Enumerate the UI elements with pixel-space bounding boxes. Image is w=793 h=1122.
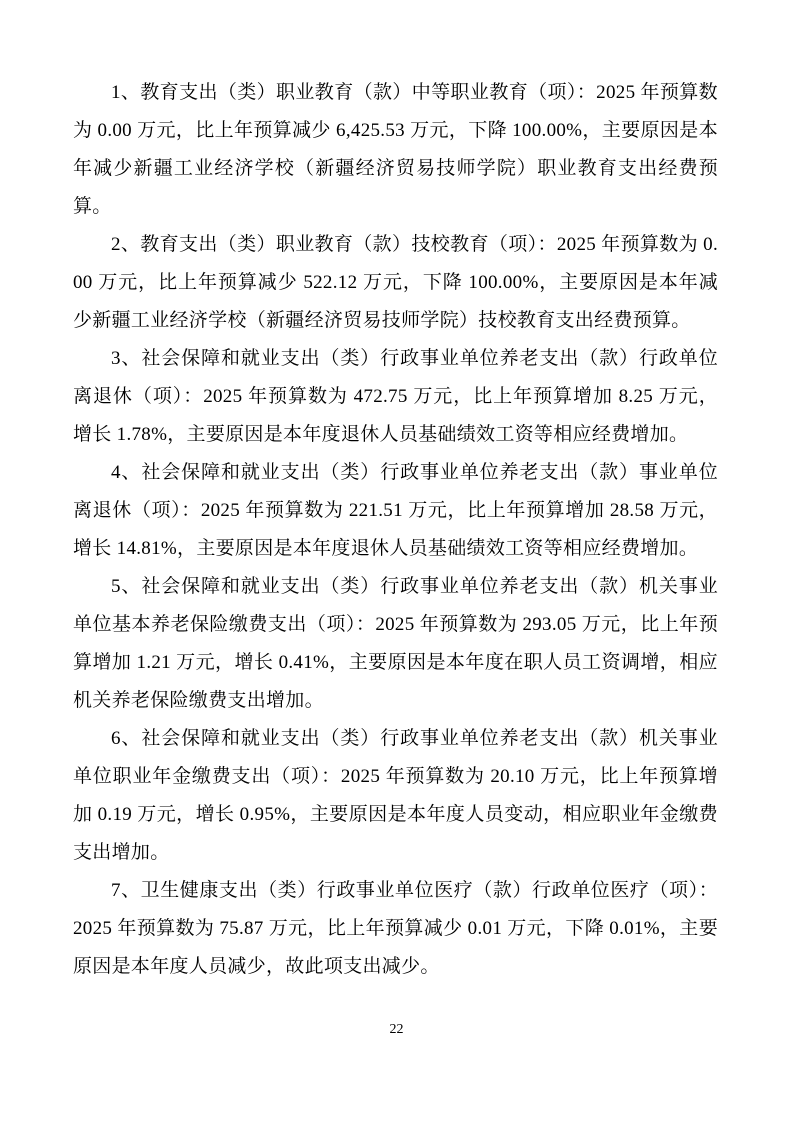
budget-paragraph-4: 4、社会保障和就业支出（类）行政事业单位养老支出（款）事业单位离退休（项）：2025 年预算数为 221.51 万元，比上年预算增加 28.58 万元，增长 14.81%，主要原因是本年度退休人员基础绩效工资等相应经费增加。 bbox=[73, 462, 718, 559]
budget-paragraph-6: 6、社会保障和就业支出（类）行政事业单位养老支出（款）机关事业单位职业年金缴费支出（项）：2025 年预算数为 20.10 万元，比上年预算增加 0.19 万元，增长 0.95%，主要原因是本年度人员变动，相应职业年金缴费支出增加。 bbox=[73, 728, 718, 863]
budget-paragraph-2: 2、教育支出（类）职业教育（款）技校教育（项）：2025 年预算数为 0.00 万元，比上年预算减少 522.12 万元，下降 100.00%，主要原因是本年减少新疆工业经济学校（新疆经济贸易技师学院）技校教育支出经费预算。 bbox=[73, 234, 718, 331]
page-number: 22 bbox=[389, 1022, 404, 1037]
budget-paragraph-3: 3、社会保障和就业支出（类）行政事业单位养老支出（款）行政单位离退休（项）：2025 年预算数为 472.75 万元，比上年预算增加 8.25 万元，增长 1.78%，主要原因是本年度退休人员基础绩效工资等相应经费增加。 bbox=[73, 348, 718, 445]
document-body bbox=[73, 74, 718, 986]
budget-paragraph-7: 7、卫生健康支出（类）行政事业单位医疗（款）行政单位医疗（项）：2025 年预算数为 75.87 万元，比上年预算减少 0.01 万元，下降 0.01%，主要原因是本年度人员减少，故此项支出减少。 bbox=[73, 880, 718, 977]
budget-paragraph-1: 1、教育支出（类）职业教育（款）中等职业教育（项）：2025 年预算数为 0.00 万元，比上年预算减少 6,425.53 万元，下降 100.00%，主要原因是本年减少新疆工业经济学校（新疆经济贸易技师学院）职业教育支出经费预算。 bbox=[73, 82, 718, 217]
budget-paragraph-5: 5、社会保障和就业支出（类）行政事业单位养老支出（款）机关事业单位基本养老保险缴费支出（项）：2025 年预算数为 293.05 万元，比上年预算增加 1.21 万元，增长 0.41%，主要原因是本年度在职人员工资调增，相应机关养老保险缴费支出增加。 bbox=[73, 576, 718, 711]
